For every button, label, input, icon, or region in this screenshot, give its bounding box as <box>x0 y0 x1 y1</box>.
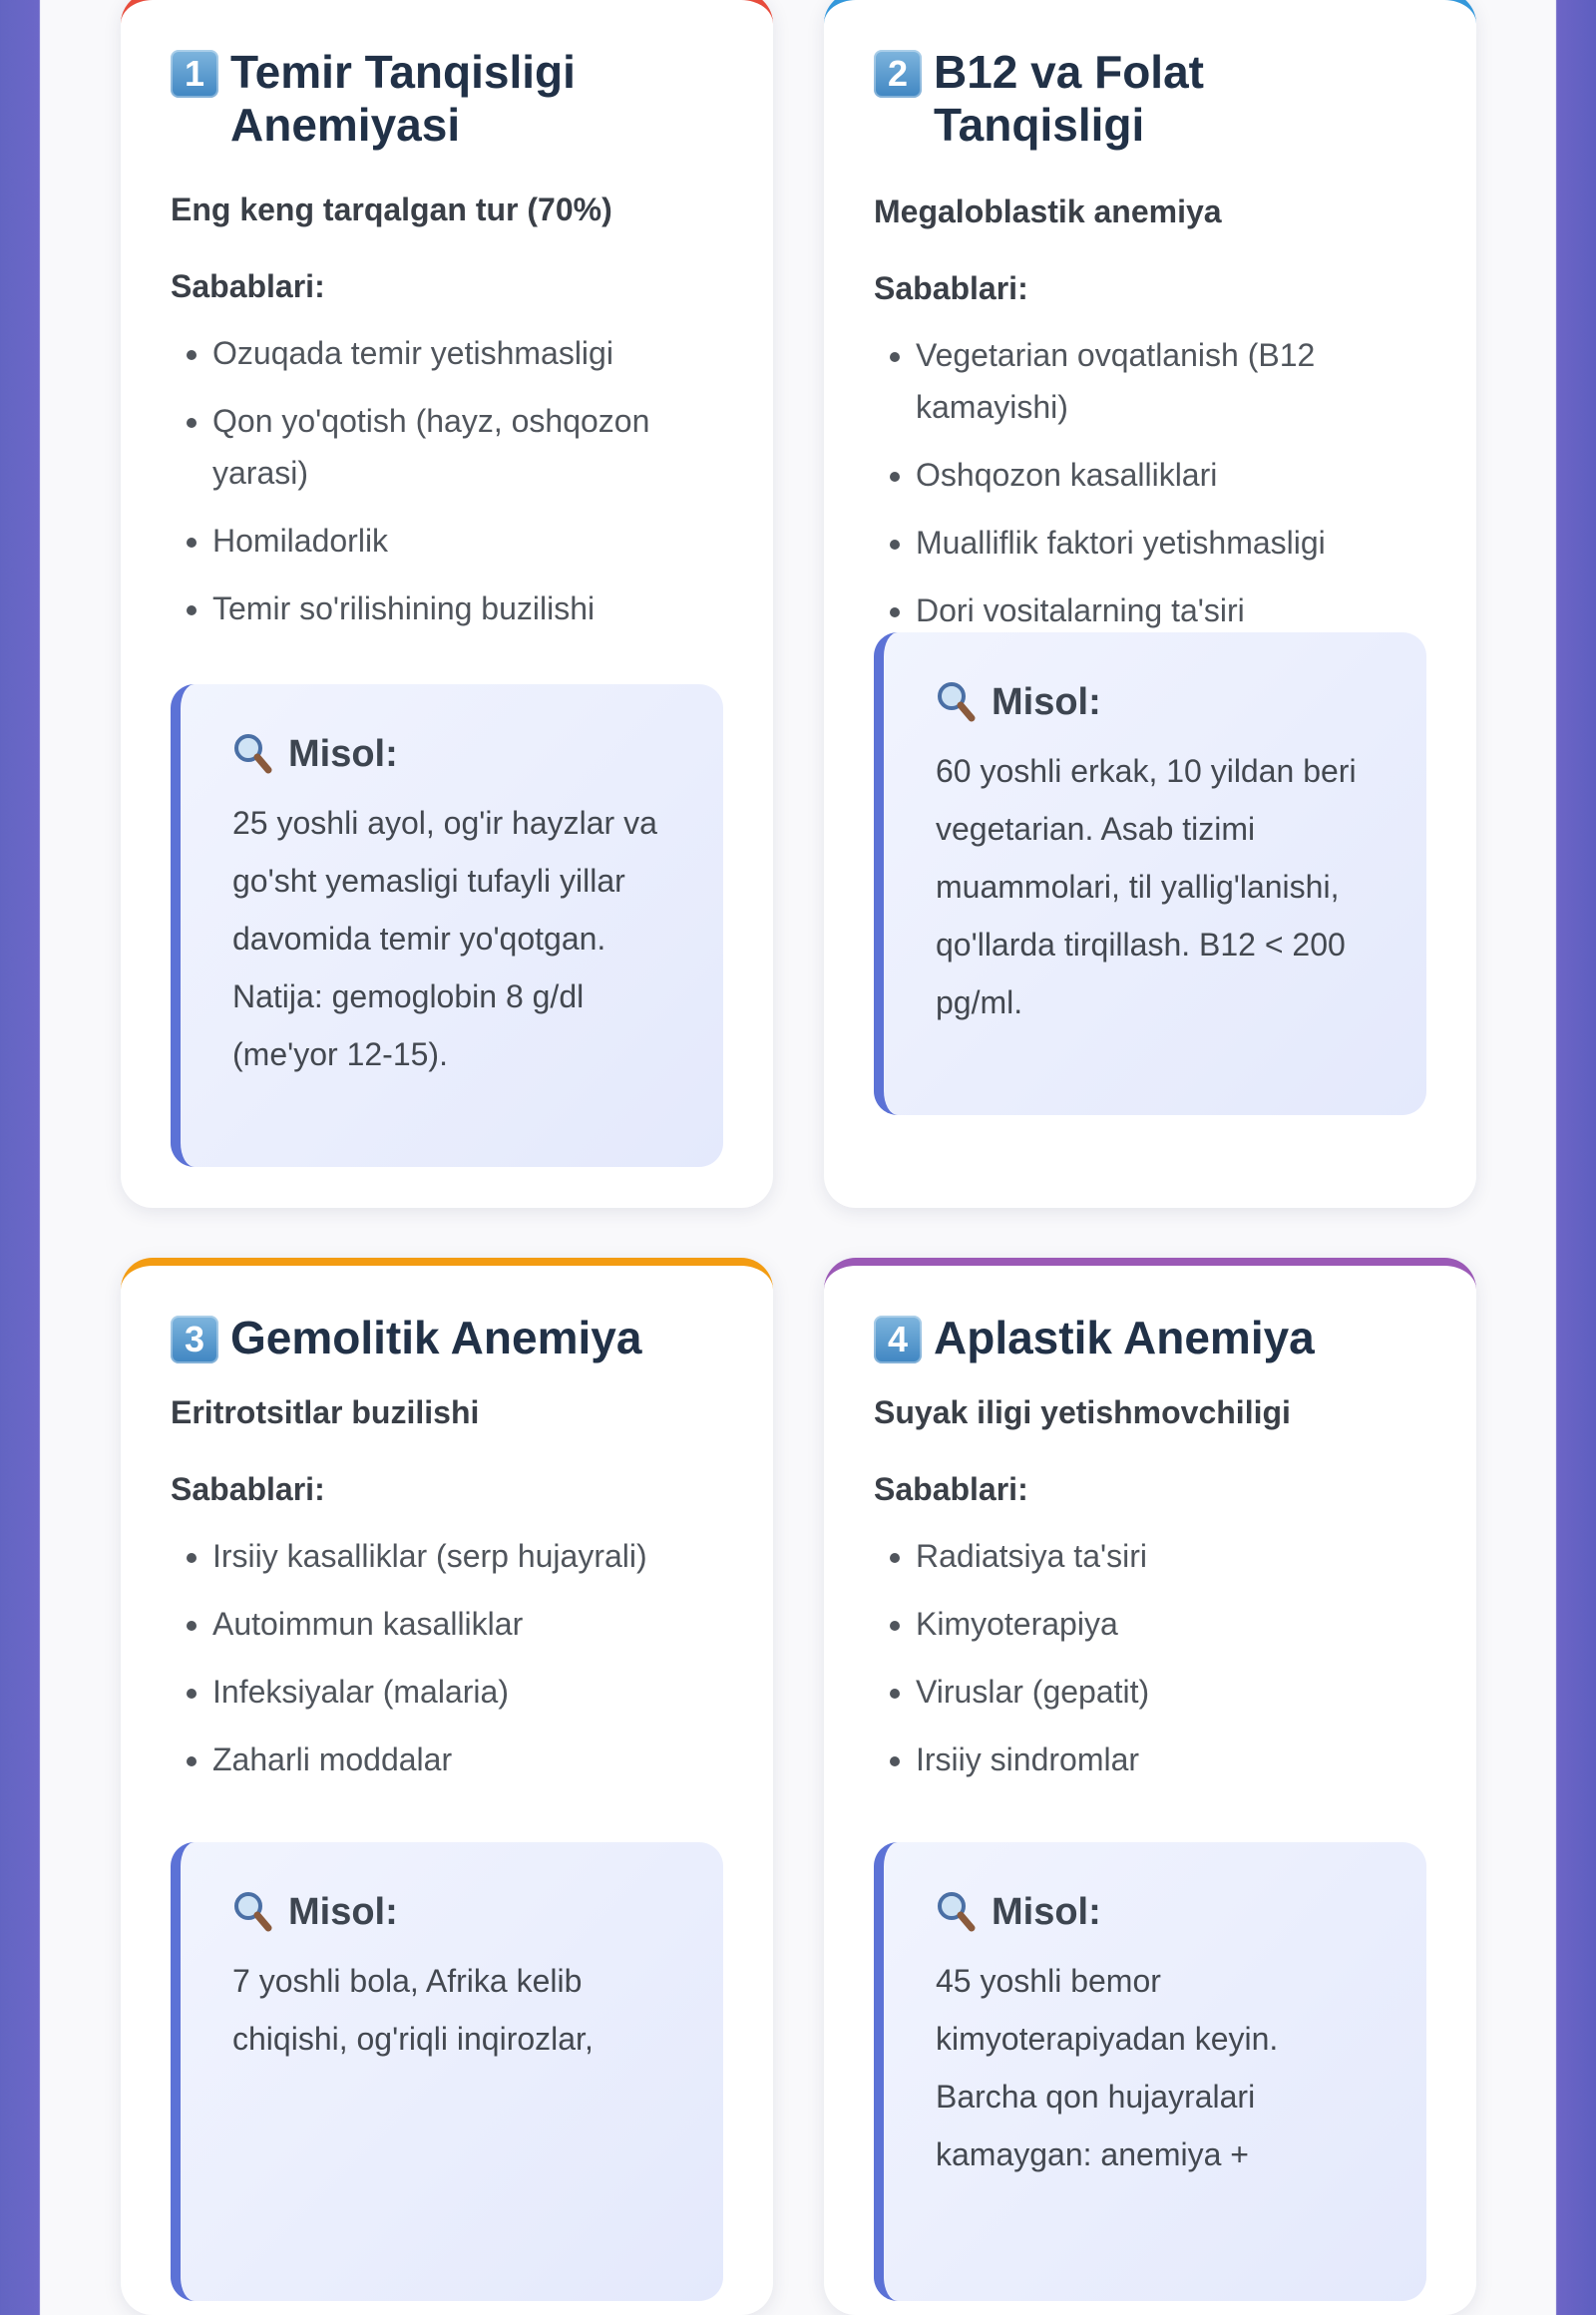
example-text: 7 yoshli bola, Afrika kelib chiqishi, og'riqli inqirozlar, <box>232 1963 594 2057</box>
anemia-card-b12-folate <box>824 0 1476 1208</box>
card-title <box>874 1312 1426 1364</box>
card-title-text: Gemolitik Anemiya <box>230 1312 642 1363</box>
cause-item: • Autoimmun kasalliklar <box>212 1598 723 1650</box>
card-subtitle: Eng keng tarqalgan tur (70%) <box>171 192 612 227</box>
example-text: 45 yoshli bemor kimyoterapiyadan keyin. Barcha qon hujayralari kamaygan: anemiya + <box>936 1963 1279 2172</box>
example-label: Misol: <box>992 1890 1101 1933</box>
keycap-1-icon: 1 <box>171 50 218 98</box>
causes-list <box>171 1530 723 1785</box>
causes-list <box>874 329 1426 636</box>
card-title <box>171 1312 723 1364</box>
example-heading <box>936 1890 1377 1934</box>
cause-item: • Oshqozon kasalliklari <box>916 449 1426 501</box>
cause-item: • Radiatsiya ta'siri <box>916 1530 1426 1582</box>
magnifier-icon <box>936 1890 976 1934</box>
cause-item: • Homiladorlik <box>212 515 723 567</box>
example-heading <box>232 732 673 776</box>
cause-item: • Irsiiy sindromlar <box>916 1734 1426 1785</box>
card-title-text: B12 va Folat Tanqisligi <box>934 46 1204 151</box>
cause-item: • Irsiiy kasalliklar (serp hujayrali) <box>212 1530 723 1582</box>
example-heading <box>936 680 1377 724</box>
card-subtitle: Suyak iligi yetishmovchiligi <box>874 1394 1291 1430</box>
card-title <box>171 46 723 152</box>
causes-heading: Sabablari: <box>171 268 325 304</box>
causes-list <box>171 327 723 634</box>
example-box <box>171 1842 723 2301</box>
anemia-card-iron-deficiency <box>121 0 773 1208</box>
example-label: Misol: <box>288 732 398 775</box>
cause-item: • Mualliflik faktori yetishmasligi <box>916 517 1426 569</box>
causes-heading: Sabablari: <box>874 1471 1028 1507</box>
example-text: 25 yoshli ayol, og'ir hayzlar va go'sht yemasligi tufayli yillar davomida temir yo'qotgan. Natija: gemoglobin 8 g/dl (me'yor 12-15). <box>232 805 657 1072</box>
cause-item: • Dori vositalarning ta'siri <box>916 584 1426 636</box>
magnifier-icon <box>936 680 976 724</box>
cause-item: • Ozuqada temir yetishmasligi <box>212 327 723 379</box>
example-heading <box>232 1890 673 1934</box>
card-subtitle: Megaloblastik anemiya <box>874 193 1222 229</box>
example-text: 60 yoshli erkak, 10 yildan beri vegetarian. Asab tizimi muammolari, til yallig'lanishi, qo'llarda tirqillash. B12 < 200 pg/ml. <box>936 753 1357 1020</box>
causes-heading: Sabablari: <box>171 1471 325 1507</box>
magnifier-icon <box>232 1890 272 1934</box>
cause-item: • Vegetarian ovqatlanish (B12 kamayishi) <box>916 329 1426 433</box>
example-box <box>874 1842 1426 2301</box>
keycap-3-icon: 3 <box>171 1316 218 1363</box>
example-label: Misol: <box>992 680 1101 723</box>
anemia-card-hemolytic <box>121 1258 773 2315</box>
causes-heading: Sabablari: <box>874 270 1028 306</box>
causes-list <box>874 1530 1426 1785</box>
card-subtitle: Eritrotsitlar buzilishi <box>171 1394 480 1430</box>
cause-item: • Temir so'rilishining buzilishi <box>212 582 723 634</box>
cause-item: • Kimyoterapiya <box>916 1598 1426 1650</box>
example-box <box>874 632 1426 1115</box>
keycap-4-icon: 4 <box>874 1316 922 1363</box>
cause-item: • Viruslar (gepatit) <box>916 1666 1426 1718</box>
card-title-text: Aplastik Anemiya <box>934 1312 1315 1363</box>
card-title <box>874 46 1426 152</box>
keycap-2-icon: 2 <box>874 50 922 98</box>
magnifier-icon <box>232 732 272 776</box>
example-label: Misol: <box>288 1890 398 1933</box>
example-box <box>171 684 723 1167</box>
cause-item: • Zaharli moddalar <box>212 1734 723 1785</box>
anemia-card-aplastic <box>824 1258 1476 2315</box>
cause-item: • Qon yo'qotish (hayz, oshqozon yarasi) <box>212 395 723 499</box>
cause-item: • Infeksiyalar (malaria) <box>212 1666 723 1718</box>
card-title-text: Temir Tanqisligi Anemiyasi <box>230 46 576 151</box>
